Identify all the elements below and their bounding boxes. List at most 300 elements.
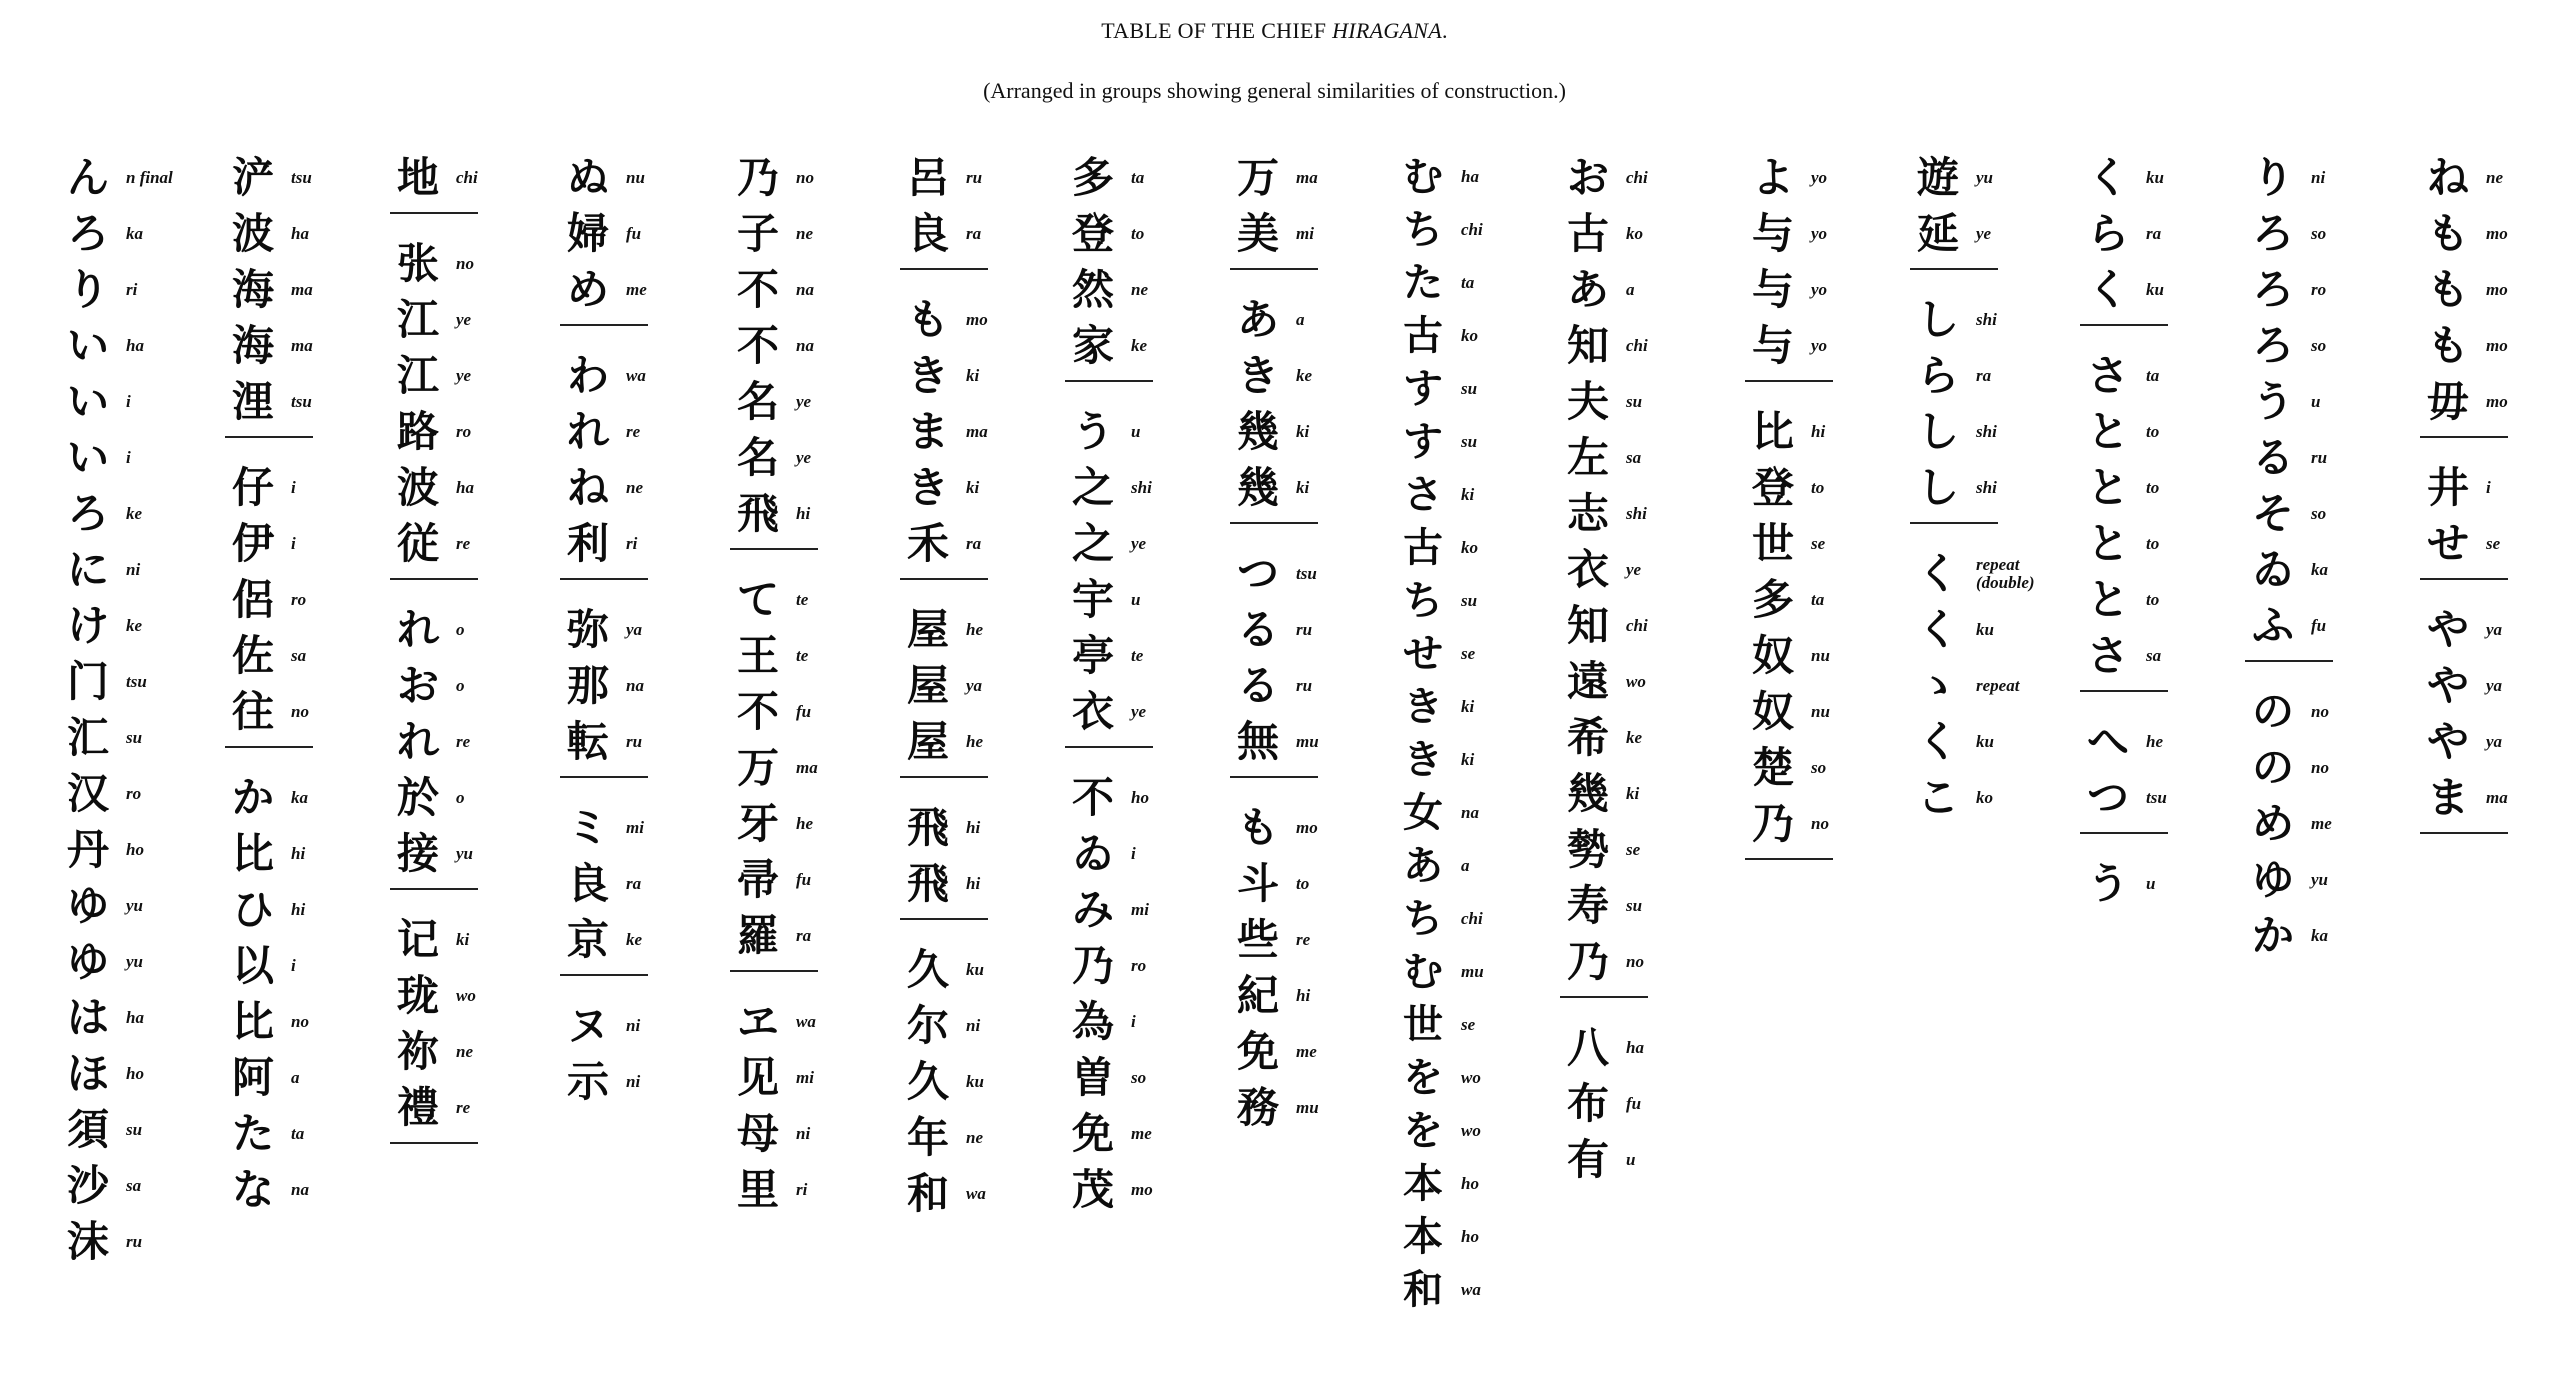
hiragana-entry <box>1910 658 2070 714</box>
kana-glyph: 不 <box>736 687 779 736</box>
kana-glyph: 知 <box>1566 321 1609 370</box>
hiragana-entry <box>225 460 385 516</box>
hiragana-entry <box>900 206 1060 262</box>
hiragana-entry <box>2420 374 2549 430</box>
romaji-label: fu <box>2311 616 2327 635</box>
kana-glyph: さ <box>1403 471 1443 518</box>
romaji-label: i <box>126 392 131 411</box>
kana-glyph: 世 <box>1751 519 1794 568</box>
kana-glyph: 浬 <box>231 377 274 426</box>
hiragana-entry <box>560 1054 720 1110</box>
hiragana-entry <box>1230 968 1390 1024</box>
hiragana-entry <box>730 908 890 964</box>
romaji-label: ko <box>1461 537 1478 557</box>
romaji-label: ru <box>2311 448 2328 467</box>
hiragana-entry <box>1560 822 1720 878</box>
kana-glyph: な <box>231 1165 274 1214</box>
romaji-label: hi <box>1296 986 1311 1005</box>
romaji-label: ye <box>456 366 472 385</box>
romaji-label: re <box>456 1098 471 1117</box>
kana-glyph: 志 <box>1566 489 1609 538</box>
romaji-label: ki <box>966 478 980 497</box>
romaji-label: na <box>291 1180 309 1199</box>
romaji-label: me <box>1131 1124 1152 1143</box>
romaji-label: ko <box>1626 224 1643 243</box>
romaji-label: me <box>2311 814 2332 833</box>
kana-glyph: 海 <box>231 321 274 370</box>
romaji-label: ha <box>1461 166 1479 186</box>
kana-glyph: ゆ <box>66 881 109 930</box>
kana-glyph: 衣 <box>1071 687 1114 736</box>
romaji-label: he <box>796 814 813 833</box>
kana-glyph: ち <box>1403 577 1443 624</box>
hiragana-column-2 <box>225 150 385 1218</box>
hiragana-entry <box>225 262 385 318</box>
hiragana-entry <box>730 684 890 740</box>
romaji-label: se <box>1811 534 1826 553</box>
kana-glyph: 路 <box>396 407 439 456</box>
kana-glyph: し <box>1916 463 1959 512</box>
romaji-label: sa <box>1626 448 1642 467</box>
hiragana-entry <box>1910 404 2070 460</box>
hiragana-entry <box>560 800 720 856</box>
hiragana-entry <box>1910 150 2070 206</box>
kana-glyph: 汇 <box>66 713 109 762</box>
romaji-label: mu <box>1296 1098 1319 1117</box>
hiragana-table <box>0 150 2549 1365</box>
kana-glyph: う <box>1071 407 1114 456</box>
hiragana-entry <box>730 628 890 684</box>
romaji-label: shi <box>1626 504 1647 523</box>
group-divider <box>1560 996 1648 998</box>
hiragana-entry <box>1065 206 1225 262</box>
hiragana-entry <box>1395 362 1555 415</box>
romaji-label: tsu <box>126 672 147 691</box>
kana-glyph: さ <box>2086 631 2129 680</box>
hiragana-entry <box>225 1162 385 1218</box>
romaji-label: so <box>2311 224 2327 243</box>
hiragana-entry <box>730 1162 890 1218</box>
kana-glyph: 与 <box>1751 265 1794 314</box>
hiragana-entry <box>60 1102 220 1158</box>
romaji-label: ta <box>1461 272 1475 292</box>
hiragana-entry <box>1910 292 2070 348</box>
romaji-label: ka <box>2311 926 2328 945</box>
romaji-label: ki <box>456 930 470 949</box>
romaji-label: mi <box>1296 224 1314 243</box>
kana-glyph: 八 <box>1566 1023 1609 1072</box>
romaji-label: ka <box>2311 560 2328 579</box>
kana-glyph: い <box>66 433 109 482</box>
romaji-label: fu <box>626 224 642 243</box>
hiragana-entry <box>1230 150 1390 206</box>
hiragana-entry <box>60 598 220 654</box>
romaji-label: wa <box>796 1012 816 1031</box>
hiragana-entry <box>1230 348 1390 404</box>
kana-glyph: 王 <box>736 631 779 680</box>
kana-glyph: 阿 <box>231 1053 274 1102</box>
hiragana-entry <box>1065 262 1225 318</box>
hiragana-entry <box>1065 1050 1225 1106</box>
romaji-label: chi <box>1461 219 1483 239</box>
kana-glyph: い <box>66 377 109 426</box>
hiragana-column-11 <box>1745 150 1905 882</box>
romaji-label: ho <box>1131 788 1149 807</box>
hiragana-entry <box>2245 684 2405 740</box>
romaji-label: ni <box>966 1016 981 1035</box>
hiragana-column-3 <box>390 150 550 1166</box>
hiragana-entry <box>900 714 1060 770</box>
kana-glyph: も <box>2426 321 2469 370</box>
kana-glyph: 名 <box>736 433 779 482</box>
group-divider <box>900 776 988 778</box>
romaji-label: ta <box>1811 590 1825 609</box>
hiragana-entry <box>1230 602 1390 658</box>
hiragana-entry <box>730 374 890 430</box>
romaji-label: ku <box>1976 620 1994 639</box>
romaji-label: su <box>1626 392 1643 411</box>
romaji-label: se <box>1626 840 1641 859</box>
kana-glyph: へ <box>2086 717 2129 766</box>
kana-glyph: の <box>2251 743 2294 792</box>
kana-glyph: く <box>1916 605 1959 654</box>
kana-glyph: 然 <box>1071 265 1114 314</box>
hiragana-column-15 <box>2420 150 2549 856</box>
hiragana-entry <box>390 292 550 348</box>
romaji-label: mo <box>2486 392 2508 411</box>
romaji-label: mo <box>1296 818 1318 837</box>
hiragana-entry <box>1560 1132 1720 1188</box>
romaji-label: te <box>796 590 809 609</box>
hiragana-entry <box>1230 800 1390 856</box>
kana-glyph: 有 <box>1566 1135 1609 1184</box>
romaji-label: chi <box>1626 336 1648 355</box>
kana-glyph: れ <box>396 605 439 654</box>
kana-glyph: き <box>1236 351 1279 400</box>
kana-glyph: 见 <box>736 1053 779 1102</box>
hiragana-entry <box>1065 826 1225 882</box>
kana-glyph: た <box>1403 259 1443 306</box>
romaji-label: ta <box>1131 168 1145 187</box>
kana-glyph: ヌ <box>566 1001 609 1050</box>
romaji-label: tsu <box>291 392 312 411</box>
kana-glyph: 禮 <box>396 1083 439 1132</box>
kana-glyph: か <box>231 773 274 822</box>
hiragana-entry <box>900 348 1060 404</box>
kana-glyph: や <box>2426 717 2469 766</box>
hiragana-entry <box>1395 1051 1555 1104</box>
romaji-label: hi <box>291 844 306 863</box>
romaji-label: yu <box>126 952 143 971</box>
hiragana-entry <box>1560 766 1720 822</box>
kana-glyph: つ <box>2086 773 2129 822</box>
romaji-label: ke <box>126 616 143 635</box>
romaji-label: ne <box>456 1042 473 1061</box>
romaji-label: ye <box>456 310 472 329</box>
kana-glyph: 登 <box>1751 463 1794 512</box>
group-divider <box>560 776 648 778</box>
romaji-label: to <box>2146 422 2160 441</box>
romaji-label: sa <box>291 646 307 665</box>
hiragana-entry <box>900 404 1060 460</box>
kana-glyph: 比 <box>231 997 274 1046</box>
hiragana-column-7 <box>1065 150 1225 1218</box>
hiragana-entry <box>1230 1080 1390 1136</box>
kana-glyph: 禾 <box>906 519 949 568</box>
hiragana-entry <box>1395 521 1555 574</box>
romaji-label: ka <box>126 224 143 243</box>
romaji-label: i <box>291 956 296 975</box>
kana-glyph: ゆ <box>2251 855 2294 904</box>
kana-glyph: ま <box>906 407 949 456</box>
kana-glyph: 佐 <box>231 631 274 680</box>
romaji-label: ne <box>796 224 813 243</box>
romaji-label: ko <box>1976 788 1993 807</box>
kana-glyph: 侶 <box>231 575 274 624</box>
hiragana-column-8 <box>1230 150 1390 1136</box>
romaji-label: no <box>456 254 474 273</box>
hiragana-entry <box>1745 572 1905 628</box>
hiragana-column-10 <box>1560 150 1720 1188</box>
romaji-label: re <box>456 732 471 751</box>
group-divider <box>1230 522 1318 524</box>
group-divider <box>390 578 478 580</box>
romaji-label: ro <box>1131 956 1147 975</box>
hiragana-entry <box>1560 374 1720 430</box>
hiragana-entry <box>1745 404 1905 460</box>
romaji-label: ki <box>1461 749 1475 769</box>
kana-glyph: 知 <box>1566 601 1609 650</box>
kana-glyph: 宇 <box>1071 575 1114 624</box>
kana-glyph: 记 <box>396 915 439 964</box>
romaji-label: ye <box>1976 224 1992 243</box>
kana-glyph: 子 <box>736 209 779 258</box>
romaji-label: to <box>2146 478 2160 497</box>
kana-glyph: ら <box>1916 351 1959 400</box>
romaji-label: ra <box>966 534 982 553</box>
hiragana-entry <box>900 998 1060 1054</box>
kana-glyph: 波 <box>231 209 274 258</box>
hiragana-entry <box>225 938 385 994</box>
romaji-label: no <box>1811 814 1829 833</box>
hiragana-entry <box>1230 912 1390 968</box>
kana-glyph: 希 <box>1566 713 1609 762</box>
hiragana-entry <box>1745 628 1905 684</box>
kana-glyph: 楚 <box>1751 743 1794 792</box>
kana-glyph: あ <box>1566 265 1609 314</box>
kana-glyph: 古 <box>1403 312 1443 359</box>
hiragana-entry <box>1395 415 1555 468</box>
kana-glyph: 名 <box>736 377 779 426</box>
hiragana-entry <box>2420 150 2549 206</box>
hiragana-entry <box>60 878 220 934</box>
kana-glyph: 与 <box>1751 321 1794 370</box>
group-divider <box>1910 522 1998 524</box>
romaji-label: ra <box>626 874 642 893</box>
kana-glyph: 沫 <box>66 1217 109 1266</box>
romaji-label: ra <box>966 224 982 243</box>
kana-glyph: 登 <box>1071 209 1114 258</box>
kana-glyph: 波 <box>396 463 439 512</box>
hiragana-entry <box>60 1158 220 1214</box>
group-divider <box>900 918 988 920</box>
romaji-label: n final <box>126 168 173 187</box>
romaji-label: chi <box>1626 616 1648 635</box>
hiragana-column-12 <box>1910 150 2070 826</box>
hiragana-entry <box>1395 309 1555 362</box>
kana-glyph: も <box>2426 209 2469 258</box>
kana-glyph: 転 <box>566 717 609 766</box>
kana-glyph: 之 <box>1071 519 1114 568</box>
kana-glyph: 以 <box>231 941 274 990</box>
kana-glyph: 遠 <box>1566 657 1609 706</box>
romaji-label: ta <box>2146 366 2160 385</box>
hiragana-entry <box>2245 740 2405 796</box>
romaji-label: ko <box>1461 325 1478 345</box>
hiragana-entry <box>730 1106 890 1162</box>
romaji-label: chi <box>1461 908 1483 928</box>
romaji-label: i <box>291 478 296 497</box>
hiragana-entry <box>900 516 1060 572</box>
group-divider <box>390 888 478 890</box>
hiragana-entry <box>2245 318 2405 374</box>
romaji-label: o <box>456 620 465 639</box>
kana-glyph: 和 <box>1403 1266 1443 1313</box>
hiragana-entry <box>1230 206 1390 262</box>
group-divider <box>2420 578 2508 580</box>
group-divider <box>1745 858 1833 860</box>
hiragana-entry <box>2245 206 2405 262</box>
hiragana-entry <box>900 658 1060 714</box>
hiragana-entry <box>225 150 385 206</box>
romaji-label: tsu <box>2146 788 2167 807</box>
romaji-label: re <box>626 422 641 441</box>
kana-glyph: 寿 <box>1566 881 1609 930</box>
kana-glyph: 為 <box>1071 997 1114 1046</box>
hiragana-entry <box>1065 404 1225 460</box>
hiragana-entry <box>60 374 220 430</box>
romaji-label: ya <box>2486 732 2503 751</box>
kana-glyph: 茂 <box>1071 1165 1114 1214</box>
kana-glyph: 往 <box>231 687 274 736</box>
romaji-label: a <box>1296 310 1305 329</box>
kana-glyph: も <box>906 295 949 344</box>
romaji-label: ke <box>1296 366 1313 385</box>
romaji-label: he <box>2146 732 2163 751</box>
kana-glyph: 接 <box>396 829 439 878</box>
kana-glyph: 美 <box>1236 209 1279 258</box>
hiragana-entry <box>1065 1162 1225 1218</box>
hiragana-entry <box>2245 908 2405 964</box>
kana-glyph: は <box>66 993 109 1042</box>
hiragana-entry <box>1910 546 2070 602</box>
hiragana-entry <box>390 150 550 206</box>
kana-glyph: 与 <box>1751 209 1794 258</box>
romaji-label: re <box>1296 930 1311 949</box>
kana-glyph: し <box>1916 407 1959 456</box>
hiragana-entry <box>1745 150 1905 206</box>
romaji-label: ma <box>796 758 818 777</box>
kana-glyph: 女 <box>1403 789 1443 836</box>
hiragana-entry <box>2420 318 2549 374</box>
kana-glyph: 呂 <box>906 153 949 202</box>
hiragana-entry <box>730 430 890 486</box>
hiragana-entry <box>225 1050 385 1106</box>
romaji-label: fu <box>796 870 812 889</box>
page-title <box>0 18 2549 44</box>
romaji-label: ye <box>796 448 812 467</box>
kana-glyph: 無 <box>1236 717 1279 766</box>
romaji-label: i <box>126 448 131 467</box>
romaji-label: ku <box>2146 168 2164 187</box>
kana-glyph: に <box>66 545 109 594</box>
hiragana-entry <box>2245 542 2405 598</box>
romaji-label: na <box>796 336 814 355</box>
hiragana-column-1 <box>60 150 220 1270</box>
kana-glyph: き <box>906 351 949 400</box>
romaji-label: o <box>456 676 465 695</box>
kana-glyph: ミ <box>566 803 609 852</box>
kana-glyph: よ <box>1751 153 1794 202</box>
kana-glyph: き <box>1403 683 1443 730</box>
kana-glyph: け <box>66 601 109 650</box>
hiragana-entry <box>900 460 1060 516</box>
kana-glyph: 家 <box>1071 321 1114 370</box>
kana-glyph: て <box>736 575 779 624</box>
romaji-label: wa <box>1461 1279 1481 1299</box>
kana-glyph: い <box>66 321 109 370</box>
romaji-label: ne <box>966 1128 983 1147</box>
group-divider <box>1065 380 1153 382</box>
romaji-label: ke <box>626 930 643 949</box>
kana-glyph: ね <box>2426 153 2469 202</box>
hiragana-entry <box>1395 945 1555 998</box>
kana-glyph: く <box>2086 153 2129 202</box>
hiragana-column-4 <box>560 150 720 1110</box>
kana-glyph: う <box>2251 377 2294 426</box>
title-prefix: TABLE OF THE CHIEF <box>1101 18 1333 43</box>
kana-glyph: 奴 <box>1751 687 1794 736</box>
kana-glyph: 本 <box>1403 1213 1443 1260</box>
romaji-label: ni <box>126 560 141 579</box>
group-divider <box>730 970 818 972</box>
hiragana-entry <box>1230 404 1390 460</box>
hiragana-entry <box>225 628 385 684</box>
romaji-label: me <box>1296 1042 1317 1061</box>
romaji-label: so <box>2311 336 2327 355</box>
kana-glyph: 那 <box>566 661 609 710</box>
hiragana-entry <box>1395 839 1555 892</box>
romaji-label: u <box>1131 590 1141 609</box>
romaji-label: se <box>2486 534 2501 553</box>
hiragana-entry <box>2080 404 2240 460</box>
romaji-label: ro <box>456 422 472 441</box>
hiragana-entry <box>560 460 720 516</box>
hiragana-entry <box>900 1054 1060 1110</box>
romaji-label: ra <box>2146 224 2162 243</box>
romaji-label: ha <box>1626 1038 1644 1057</box>
kana-glyph: 示 <box>566 1057 609 1106</box>
hiragana-entry <box>1395 786 1555 839</box>
hiragana-entry <box>1395 998 1555 1051</box>
hiragana-entry <box>1065 684 1225 740</box>
kana-glyph: や <box>2426 661 2469 710</box>
group-divider <box>2080 324 2168 326</box>
hiragana-entry <box>730 796 890 852</box>
hiragana-entry <box>2245 796 2405 852</box>
hiragana-entry <box>60 710 220 766</box>
group-divider <box>1745 380 1833 382</box>
